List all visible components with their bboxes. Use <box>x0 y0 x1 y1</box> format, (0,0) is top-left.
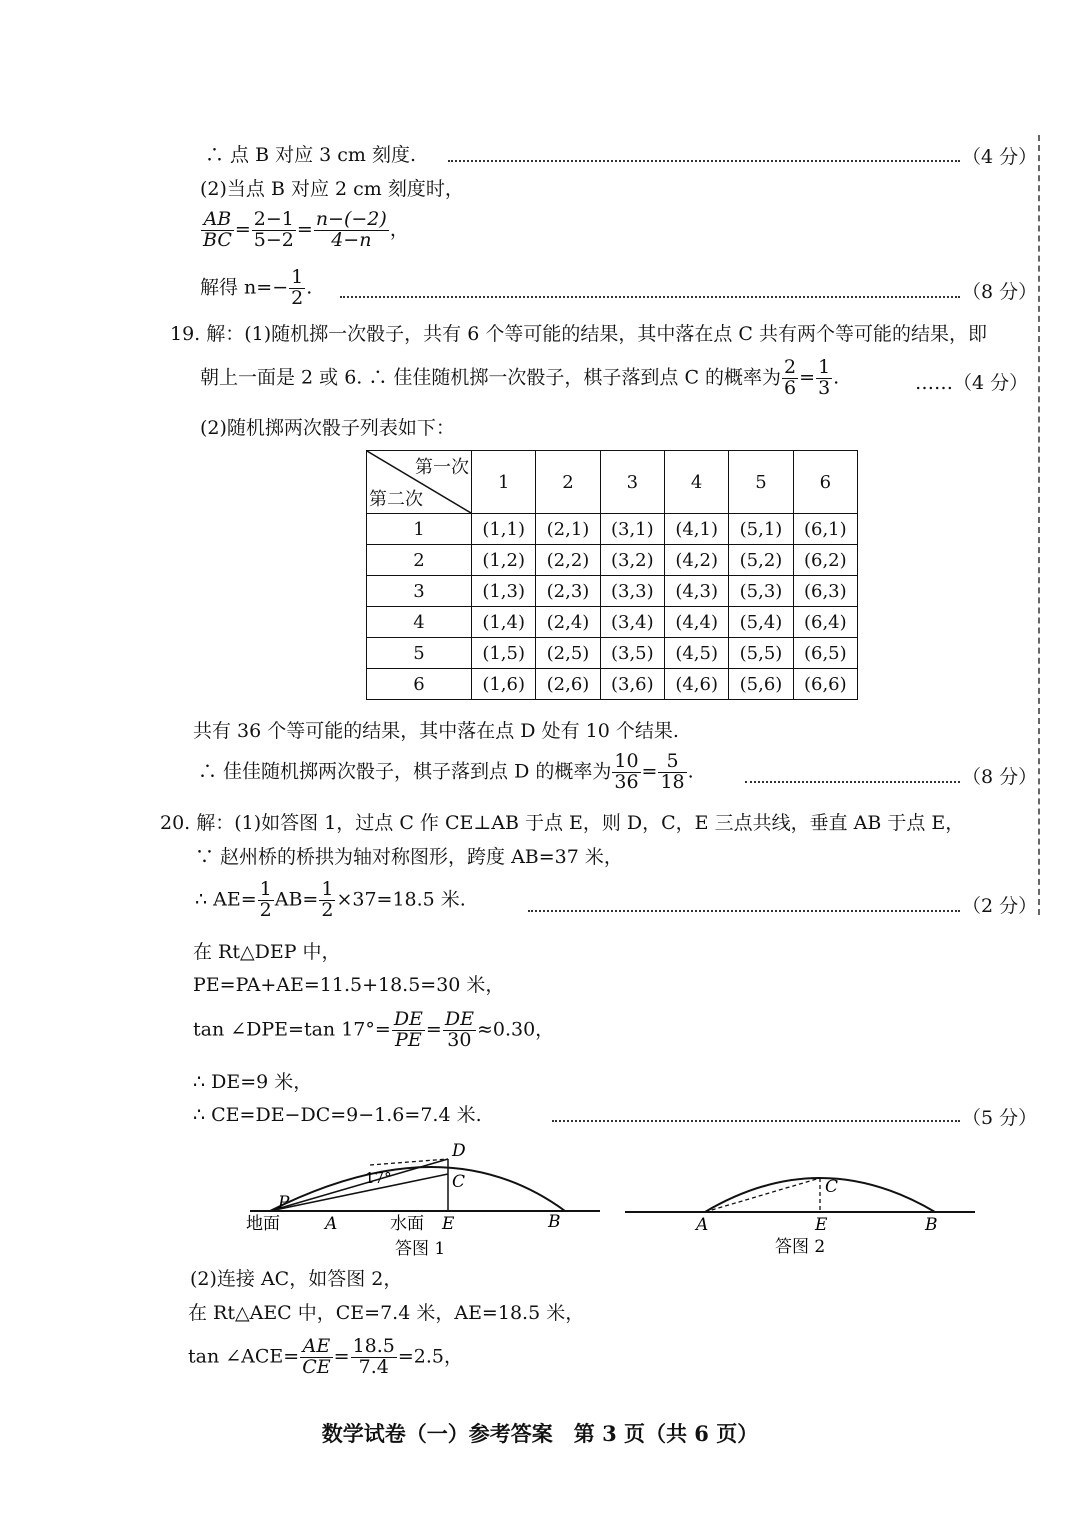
fraction: $\frac{AE}{CE}$ <box>302 1335 331 1378</box>
table-cell: (6,1) <box>793 514 857 545</box>
q18-line-2: (2)当点 B 对应 2 cm 刻度时， <box>200 178 464 200</box>
leader-dots <box>340 296 960 298</box>
table-col-header: 4 <box>664 451 728 514</box>
svg-text:A: A <box>325 1214 338 1234</box>
score-q19-1: ……（4 分） <box>915 372 1029 394</box>
table-corner-cell <box>367 451 472 514</box>
table-row <box>367 669 858 700</box>
table-cell: (4,5) <box>664 638 728 669</box>
fraction: $\frac{5}{18}$ <box>660 750 685 793</box>
svg-text:E: E <box>815 1215 828 1235</box>
svg-text:水面: 水面 <box>390 1214 424 1234</box>
table-cell: (2,4) <box>536 607 600 638</box>
table-header-row <box>367 451 858 514</box>
svg-text:C: C <box>452 1172 466 1192</box>
fraction: $\frac{10}{36}$ <box>614 750 639 793</box>
svg-text:P: P <box>278 1193 290 1213</box>
table-cell: (4,6) <box>664 669 728 700</box>
table-row <box>367 576 858 607</box>
leader-dots <box>528 910 960 912</box>
table-cell: (5,1) <box>729 514 793 545</box>
table-cell: (1,4) <box>472 607 536 638</box>
table-cell: (5,3) <box>729 576 793 607</box>
svg-text:答图 1: 答图 1 <box>395 1239 446 1259</box>
page-footer: 数学试卷（一）参考答案 第 3 页（共 6 页） <box>321 1421 759 1446</box>
q19-line-3: (2)随机掷两次骰子列表如下： <box>200 417 455 439</box>
table-cell: (6,5) <box>793 638 857 669</box>
table-cell: (6,3) <box>793 576 857 607</box>
leader-dots <box>745 781 960 783</box>
corner-label-second: 第二次 <box>369 489 423 510</box>
table-cell: (4,3) <box>664 576 728 607</box>
fraction: $\frac{1}{2}$ <box>259 878 272 921</box>
fraction: $\frac{DE}{PE}$ <box>393 1008 423 1051</box>
answer-figure-2 <box>620 1160 980 1260</box>
table-cell: (3,5) <box>600 638 664 669</box>
score-q20-2: （5 分） <box>962 1107 1038 1129</box>
table-cell: (1,6) <box>472 669 536 700</box>
q20-line-5: PE=PA+AE=11.5+18.5=30 米， <box>193 974 505 996</box>
svg-text:B: B <box>925 1215 938 1235</box>
table-row <box>367 514 858 545</box>
table-cell: (6,4) <box>793 607 857 638</box>
q19-line-5: ∴ 佳佳随机掷两次骰子，棋子落到点 D 的概率为 $\frac{10}{36}$ = $\frac{5}{18}$ . <box>198 750 694 793</box>
table-cell: (5,5) <box>729 638 793 669</box>
q18-line-1: ∴ 点 B 对应 3 cm 刻度. <box>205 144 416 166</box>
table-cell: (3,4) <box>600 607 664 638</box>
svg-text:A: A <box>696 1215 709 1235</box>
score-q18-2: （8 分） <box>962 281 1038 303</box>
table-cell: (6,2) <box>793 545 857 576</box>
q20-line-6: tan ∠DPE=tan 17°= $\frac{DE}{PE}$ = $\frac{DE}{30}$ ≈0.30， <box>193 1008 555 1051</box>
table-cell: (5,4) <box>729 607 793 638</box>
table-row-header: 5 <box>367 638 472 669</box>
score-q18-1: （4 分） <box>962 146 1038 168</box>
svg-text:B: B <box>548 1212 561 1232</box>
fraction: $\frac{n-(-2)}{4-n}$ <box>315 208 387 251</box>
leader-dots <box>448 160 960 162</box>
svg-text:D: D <box>452 1141 466 1161</box>
q20-line-9: (2)连接 AC，如答图 2， <box>190 1268 403 1290</box>
table-cell: (2,2) <box>536 545 600 576</box>
score-q20-1: （2 分） <box>962 895 1038 917</box>
table-row <box>367 545 858 576</box>
table-cell: (3,1) <box>600 514 664 545</box>
answer-figure-1 <box>230 1138 610 1263</box>
q20-line-10: 在 Rt△AEC 中，CE=7.4 米，AE=18.5 米， <box>188 1302 585 1324</box>
table-cell: (3,6) <box>600 669 664 700</box>
fraction: $\frac{2-1}{5-2}$ <box>253 208 294 251</box>
dice-outcome-table <box>366 450 858 700</box>
q20-line-8: ∴ CE=DE−DC=9−1.6=7.4 米. <box>193 1104 482 1126</box>
table-row <box>367 638 858 669</box>
table-row-header: 3 <box>367 576 472 607</box>
table-row-header: 6 <box>367 669 472 700</box>
table-col-header: 5 <box>729 451 793 514</box>
table-cell: (2,5) <box>536 638 600 669</box>
table-cell: (6,6) <box>793 669 857 700</box>
svg-text:答图 2: 答图 2 <box>775 1237 826 1257</box>
q20-line-7: ∴ DE=9 米， <box>193 1071 313 1093</box>
corner-label-first: 第一次 <box>415 457 469 478</box>
margin-line <box>1038 135 1040 915</box>
svg-text:E: E <box>442 1214 455 1234</box>
fraction: $\frac{1}{2}$ <box>321 878 334 921</box>
table-row-header: 2 <box>367 545 472 576</box>
leader-dots <box>552 1120 960 1122</box>
svg-text:地面: 地面 <box>246 1214 280 1234</box>
table-col-header: 2 <box>536 451 600 514</box>
table-cell: (2,3) <box>536 576 600 607</box>
fraction: $\frac{1}{2}$ <box>291 266 304 309</box>
fraction: $\frac{AB}{BC}$ <box>203 208 232 251</box>
score-q19-2: （8 分） <box>962 766 1038 788</box>
table-cell: (4,4) <box>664 607 728 638</box>
q20-line-4: 在 Rt△DEP 中， <box>193 941 341 963</box>
table-cell: (4,1) <box>664 514 728 545</box>
table-cell: (1,2) <box>472 545 536 576</box>
table-cell: (3,2) <box>600 545 664 576</box>
table-row-header: 4 <box>367 607 472 638</box>
q19-line-2: 朝上一面是 2 或 6. ∴ 佳佳随机掷一次骰子，棋子落到点 C 的概率为 $\frac{2}{6}$ = $\frac{1}{3}$ . <box>200 356 840 399</box>
q20-line-11: tan ∠ACE= $\frac{AE}{CE}$ = $\frac{18.5}{7.4}$ =2.5， <box>188 1335 464 1378</box>
q20-line-1: 20. 解：(1)如答图 1，过点 C 作 CE⊥AB 于点 E，则 D，C，E 三点共线，垂直 AB 于点 E， <box>160 812 965 834</box>
fraction: $\frac{18.5}{7.4}$ <box>352 1335 395 1378</box>
table-cell: (1,1) <box>472 514 536 545</box>
table-cell: (5,2) <box>729 545 793 576</box>
fraction: $\frac{2}{6}$ <box>784 356 797 399</box>
table-cell: (2,6) <box>536 669 600 700</box>
fraction: $\frac{1}{3}$ <box>818 356 831 399</box>
q19-line-4: 共有 36 个等可能的结果，其中落在点 D 处有 10 个结果. <box>193 720 679 742</box>
q18-line-3: $\frac{AB}{BC}$ = $\frac{2-1}{5-2}$ = $\frac{n-(-2)}{4-n}$ ， <box>203 208 409 251</box>
table-cell: (1,5) <box>472 638 536 669</box>
table-row <box>367 607 858 638</box>
table-cell: (4,2) <box>664 545 728 576</box>
q20-line-2: ∵ 赵州桥的桥拱为轴对称图形，跨度 AB=37 米， <box>195 846 623 868</box>
table-cell: (2,1) <box>536 514 600 545</box>
svg-text:17°: 17° <box>365 1169 392 1187</box>
table-cell: (5,6) <box>729 669 793 700</box>
table-col-header: 3 <box>600 451 664 514</box>
fraction: $\frac{DE}{30}$ <box>444 1008 474 1051</box>
table-col-header: 6 <box>793 451 857 514</box>
q20-line-3: ∴ AE= $\frac{1}{2}$ AB= $\frac{1}{2}$ ×37=18.5 米. <box>195 878 466 921</box>
q18-line-4: 解得 n=− $\frac{1}{2}$ . <box>200 266 313 309</box>
table-cell: (1,3) <box>472 576 536 607</box>
svg-text:C: C <box>825 1177 839 1197</box>
table-row-header: 1 <box>367 514 472 545</box>
table-cell: (3,3) <box>600 576 664 607</box>
q19-line-1: 19. 解：(1)随机掷一次骰子，共有 6 个等可能的结果，其中落在点 C 共有两个等可能的结果，即 <box>170 323 987 345</box>
table-col-header: 1 <box>472 451 536 514</box>
